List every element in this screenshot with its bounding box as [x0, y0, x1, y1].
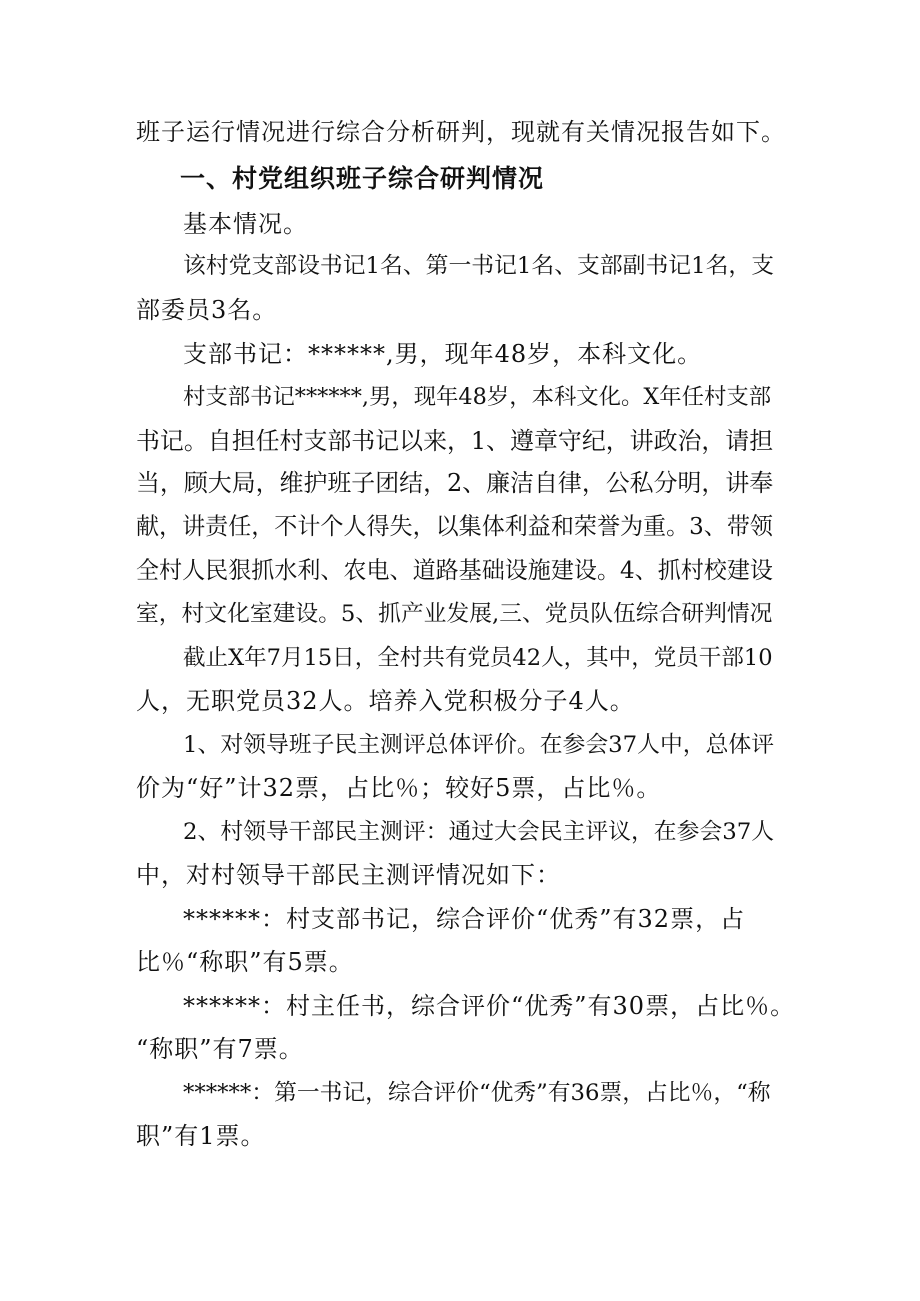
paragraph-line: ******：村主任书，综合评价“优秀”有30票，占比％。 — [183, 992, 796, 1020]
paragraph-line: 价为“好”计32票，占比％；较好5票，占比％。 — [136, 774, 662, 802]
paragraph-line: ******：村支部书记，综合评价“优秀”有32票，占 — [183, 905, 746, 933]
paragraph-line: 该村党支部设书记1名、第一书记1名、支部副书记1名，支 — [183, 253, 775, 279]
paragraph-line: 全村人民狠抓水利、农电、道路基础设施建设。4、抓村校建设 — [136, 558, 773, 584]
paragraph-line: 部委员3名。 — [136, 296, 278, 324]
paragraph-line: 基本情况。 — [183, 210, 308, 238]
paragraph-line: 室，村文化室建设。5、抓产业发展,三、党员队伍综合研判情况 — [136, 601, 773, 627]
paragraph-line: 截止X年7月15日，全村共有党员42人，其中，党员干部10 — [183, 645, 773, 671]
paragraph-line: ******：第一书记，综合评价“优秀”有36票，占比％，“称 — [183, 1080, 771, 1106]
paragraph-line: 献，讲责任，不计个人得失，以集体利益和荣誉为重。3、带领 — [136, 514, 773, 540]
paragraph-line: 中，对村领导干部民主测评情况如下： — [136, 861, 561, 889]
paragraph-line: 班子运行情况进行综合分析研判，现就有关情况报告如下。 — [136, 118, 786, 146]
paragraph-line: 村支部书记******,男，现年48岁，本科文化。X年任村支部 — [183, 384, 772, 410]
paragraph-line: “称职”有7票。 — [136, 1035, 304, 1063]
paragraph-line: 比％“称职”有5票。 — [136, 948, 354, 976]
paragraph-line: 1、对领导班子民主测评总体评价。在参会37人中，总体评 — [183, 732, 775, 758]
paragraph-line: 当，顾大局，维护班子团结，2、廉洁自律，公私分明，讲奉 — [136, 469, 774, 497]
paragraph-line: 职”有1票。 — [136, 1122, 266, 1150]
paragraph-line: 人，无职党员32人。培养入党积极分子4人。 — [136, 687, 635, 715]
paragraph-line: 2、村领导干部民主测评：通过大会民主评议，在参会37人 — [183, 819, 775, 845]
section-heading: 一、村党组织班子综合研判情况 — [180, 164, 545, 193]
paragraph-line: 支部书记：******,男，现年48岁，本科文化。 — [183, 340, 703, 368]
paragraph-line: 书记。自担任村支部书记以来，1、遵章守纪，讲政治，请担 — [136, 427, 774, 455]
